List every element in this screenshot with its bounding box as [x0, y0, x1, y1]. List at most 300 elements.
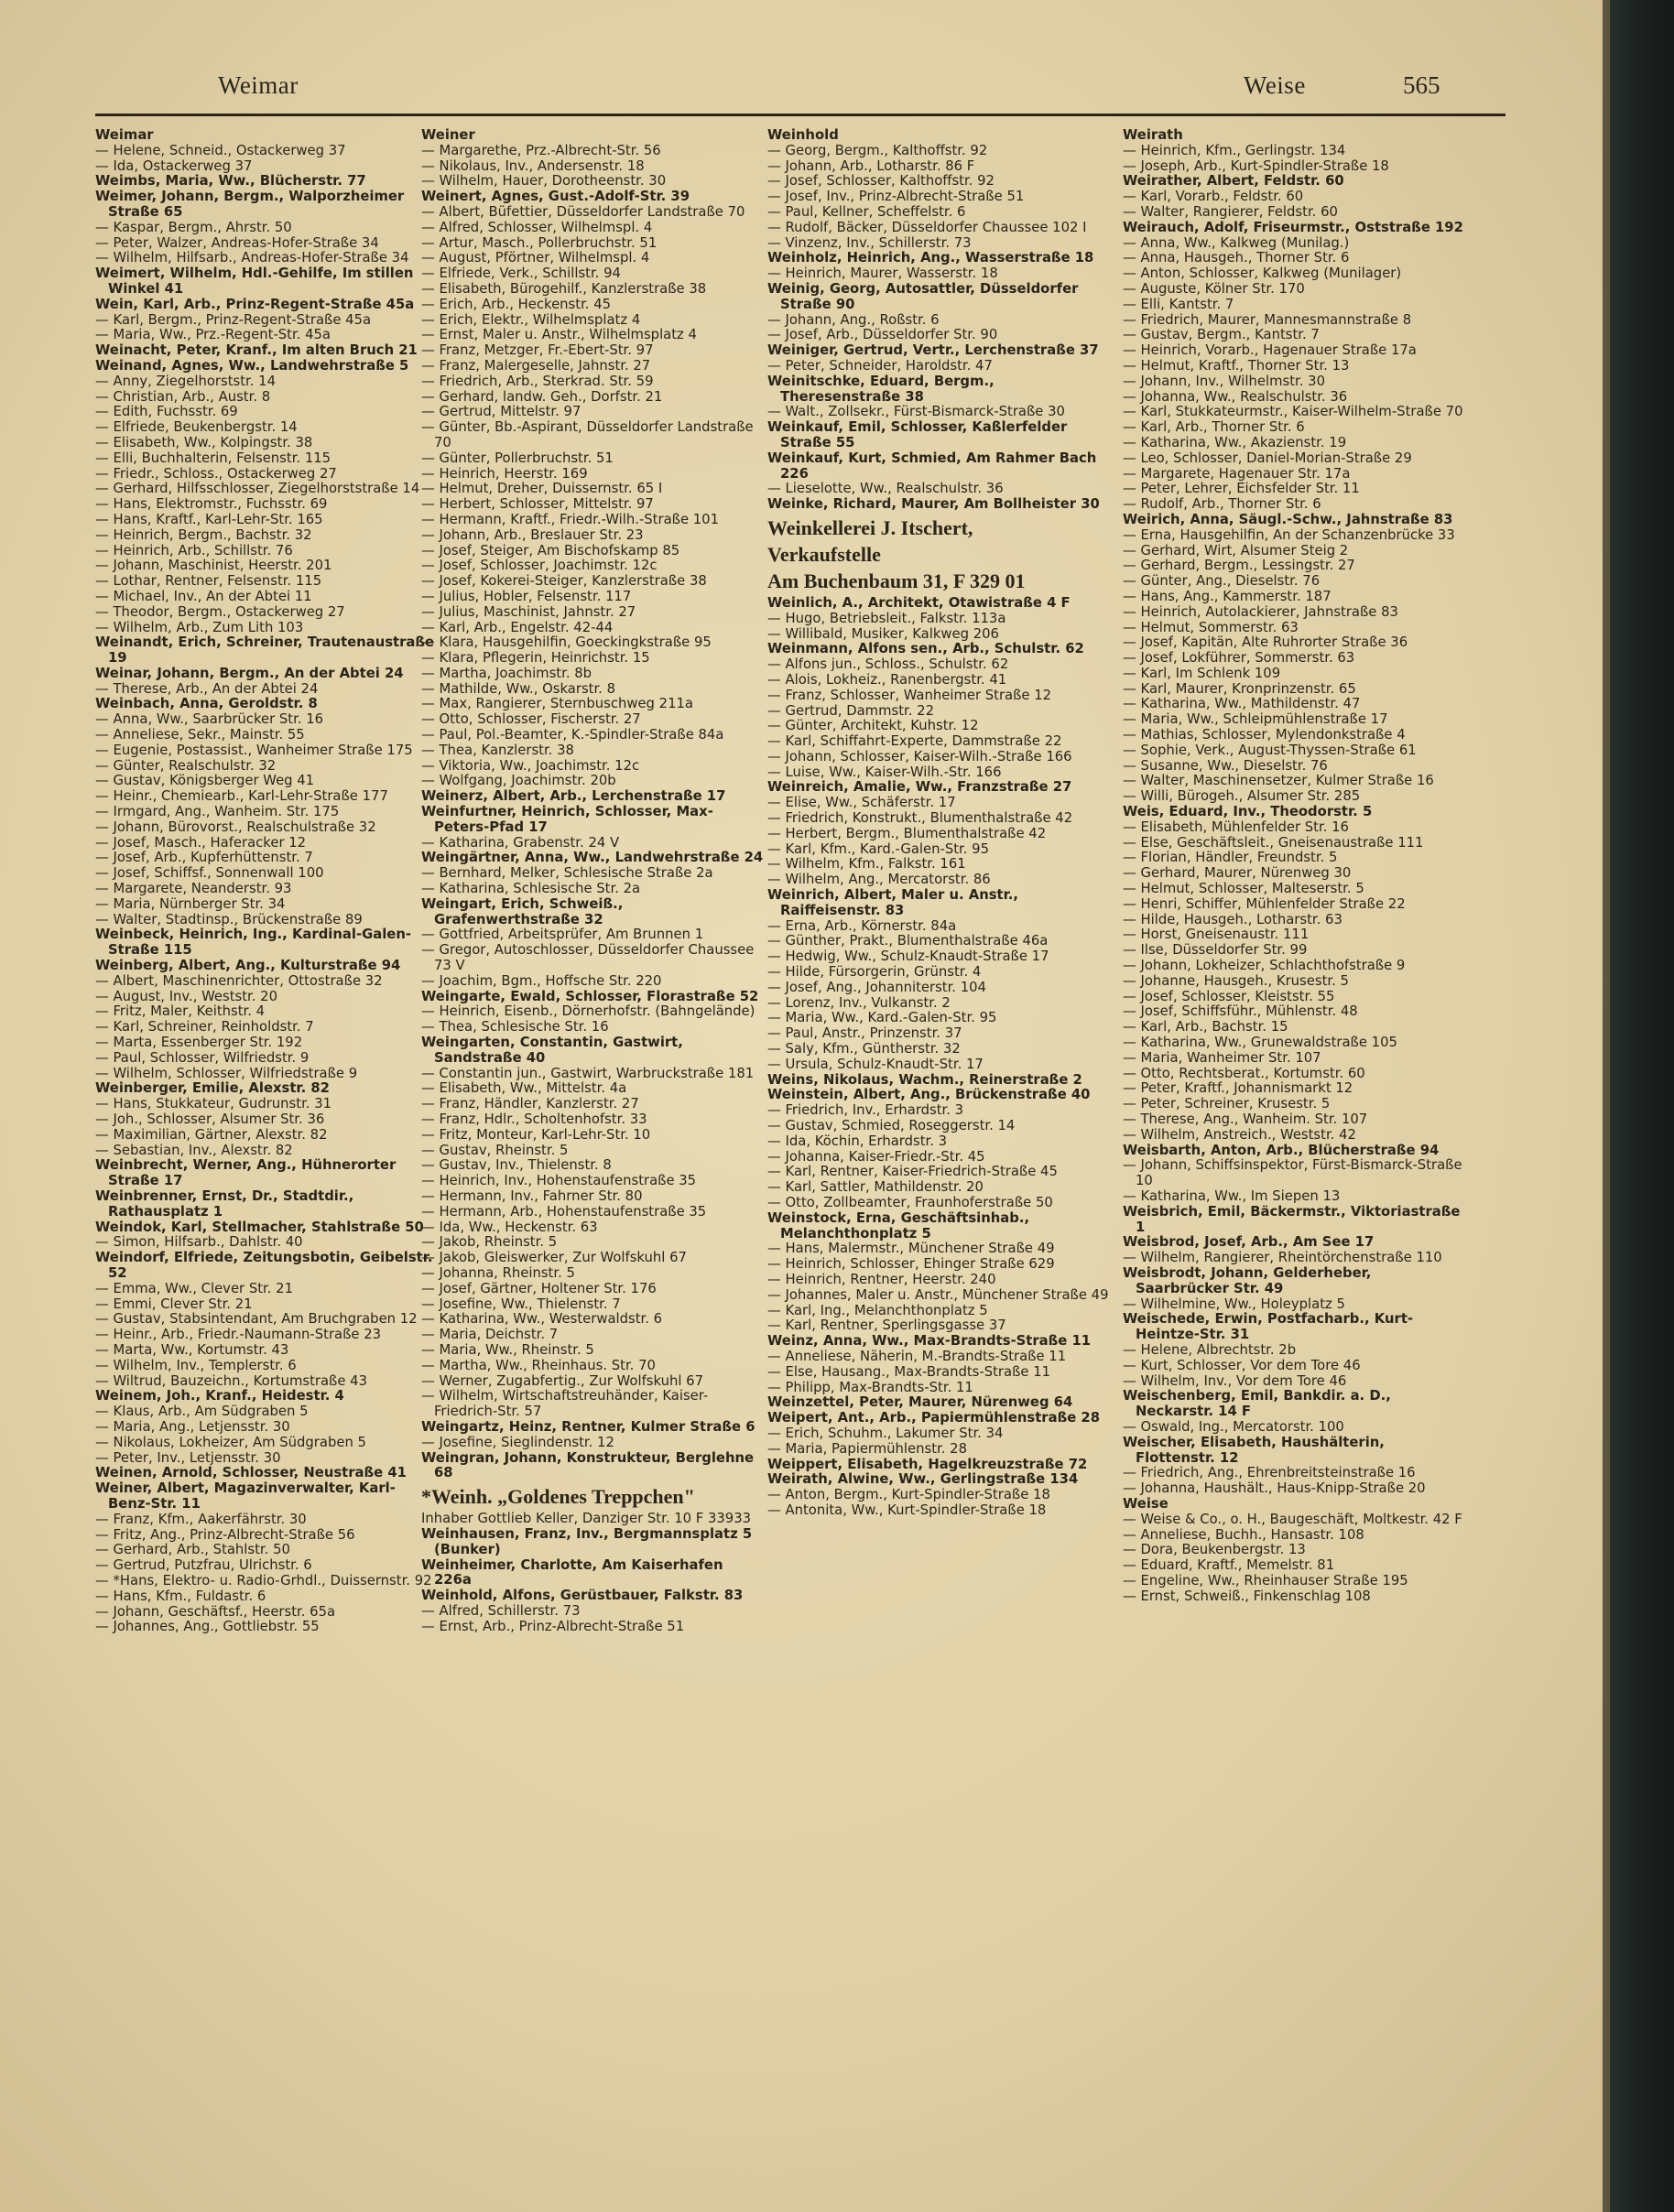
directory-entry: — Paul, Kellner, Scheffelstr. 6 [767, 203, 966, 220]
right-running-head: Weise [1244, 71, 1306, 99]
directory-heading-entry: Weimer, Johann, Bergm., Walporzheimer Straße 65 [95, 189, 405, 220]
directory-entry: — Heinrich, Maurer, Wasserstr. 18 [767, 266, 998, 282]
directory-entry: — Josef, Inv., Prinz-Albrecht-Straße 51 [767, 189, 1025, 205]
directory-entry: — Gertrud, Putzfrau, Ulrichstr. 6 [95, 1557, 312, 1574]
directory-entry: — Heinrich, Heerstr. 169 [421, 465, 588, 482]
page-number: 565 [1403, 71, 1440, 99]
directory-entry: — Klaus, Arb., Am Südgraben 5 [95, 1404, 309, 1420]
directory-columns [95, 128, 1515, 2197]
directory-heading-entry: Weinbrenner, Ernst, Dr., Stadtdir., Rathausplatz 1 [95, 1187, 354, 1220]
directory-heading-entry: Weinlich, A., Architekt, Otawistraße 4 F [767, 594, 1071, 611]
directory-entry: — Wilhelm, Hauer, Dorotheenstr. 30 [421, 173, 667, 190]
directory-heading-entry: Weipert, Ant., Arb., Papiermühlenstraße 28 [767, 1410, 1101, 1426]
directory-entry: — Gerhard, landw. Geh., Dorfstr. 21 [421, 388, 663, 405]
directory-entry: — Christian, Arb., Austr. 8 [95, 388, 271, 405]
directory-entry: — Franz, Hdlr., Scholtenhofstr. 33 [421, 1111, 647, 1127]
display-advertisement-line: Verkaufstelle [767, 542, 881, 566]
directory-heading-entry: Weinreich, Amalie, Ww., Franzstraße 27 [767, 779, 1072, 796]
directory-entry: — Friedrich, Ang., Ehrenbreitsteinstraße 16 [1123, 1465, 1416, 1481]
directory-entry: — Helene, Albrechtstr. 2b [1123, 1341, 1297, 1358]
directory-heading-entry: Weinmann, Alfons sen., Arb., Schulstr. 62 [767, 641, 1084, 657]
directory-entry: — Lieselotte, Ww., Realschulstr. 36 [767, 481, 1004, 497]
directory-entry: — Emma, Ww., Clever Str. 21 [95, 1280, 293, 1296]
directory-entry: — Auguste, Kölner Str. 170 [1123, 280, 1305, 297]
directory-entry: — Thea, Schlesische Str. 16 [421, 1019, 609, 1036]
directory-heading-entry: Weinheimer, Charlotte, Am Kaiserhafen 226a [421, 1556, 723, 1589]
directory-heading-entry: Weinandt, Erich, Schreiner, Trautenaustraße 19 [95, 634, 435, 667]
directory-heading-entry: Wein, Karl, Arb., Prinz-Regent-Straße 45a [95, 296, 415, 312]
directory-entry: — Johanna, Haushält., Haus-Knipp-Straße 20 [1123, 1480, 1426, 1497]
directory-entry: — Johannes, Ang., Gottliebstr. 55 [95, 1619, 320, 1635]
directory-entry: — Artur, Masch., Pollerbruchstr. 51 [421, 234, 658, 251]
directory-entry: — Joh., Schlosser, Alsumer Str. 36 [95, 1111, 325, 1127]
column-2 [421, 128, 764, 2197]
directory-entry: — Elisabeth, Bürogehilf., Kanzlerstraße 38 [421, 280, 707, 297]
directory-entry: — Gerhard, Arb., Stahlstr. 50 [95, 1542, 290, 1558]
directory-entry: — Kurt, Schlosser, Vor dem Tore 46 [1123, 1357, 1361, 1373]
directory-entry: — Karl, Sattler, Mathildenstr. 20 [767, 1179, 984, 1196]
directory-entry: — Hermann, Kraftf., Friedr.-Wilh.-Straße 101 [421, 511, 720, 527]
directory-entry: — Gerhard, Maurer, Nürenweg 30 [1123, 865, 1352, 882]
directory-entry: — Joseph, Arb., Kurt-Spindler-Straße 18 [1123, 157, 1389, 174]
directory-entry: — Anneliese, Sekr., Mainstr. 55 [95, 727, 305, 743]
directory-entry: — Heinrich, Arb., Schillstr. 76 [95, 542, 293, 558]
directory-entry: — Josef, Arb., Düsseldorfer Str. 90 [767, 327, 998, 343]
directory-heading-entry: Weirather, Albert, Feldstr. 60 [1123, 173, 1344, 190]
directory-heading-entry: Weindorf, Elfriede, Zeitungsbotin, Geibelstr. 52 [95, 1250, 433, 1281]
directory-entry: — Margarethe, Prz.-Albrecht-Str. 56 [421, 142, 661, 158]
directory-entry: — Friedrich, Inv., Erhardstr. 3 [767, 1102, 964, 1119]
directory-entry: — Weise & Co., o. H., Baugeschäft, Moltkestr. 42 F [1123, 1511, 1462, 1527]
directory-entry: — Helmut, Kraftf., Thorner Str. 13 [1123, 357, 1350, 374]
directory-entry: — Lorenz, Inv., Vulkanstr. 2 [767, 994, 951, 1011]
directory-entry: — Heinr., Chemiearb., Karl-Lehr-Straße 177 [95, 788, 388, 805]
directory-entry: — August, Pförtner, Wilhelmspl. 4 [421, 250, 650, 266]
directory-entry: — Gerhard, Hilfsschlosser, Ziegelhorststraße 14 [95, 481, 420, 497]
directory-heading-entry: Weinhold [767, 128, 839, 143]
directory-entry: — Otto, Schlosser, Fischerstr. 27 [421, 711, 641, 728]
directory-entry: — Engeline, Ww., Rheinhauser Straße 195 [1123, 1572, 1408, 1589]
directory-entry: — Julius, Hobler, Felsenstr. 117 [421, 588, 632, 604]
directory-entry: — Joachim, Bgm., Hoffsche Str. 220 [421, 972, 662, 989]
directory-entry: — Wilhelm, Rangierer, Rheintörchenstraße 110 [1123, 1250, 1442, 1266]
directory-entry: — Peter, Kraftf., Johannismarkt 12 [1123, 1080, 1353, 1097]
directory-entry: — Peter, Schreiner, Krusestr. 5 [1123, 1096, 1331, 1112]
directory-entry: — Albert, Büfettier, Düsseldorfer Landstraße 70 [421, 203, 745, 220]
directory-entry: — Karl, Schreiner, Reinholdstr. 7 [95, 1019, 314, 1036]
directory-entry: — Hermann, Inv., Fahrner Str. 80 [421, 1187, 643, 1204]
directory-entry: — Johann, Lokheizer, Schlachthofstraße 9 [1123, 958, 1406, 974]
directory-entry: — Karl, Stukkateurmstr., Kaiser-Wilhelm-Straße 70 [1123, 404, 1463, 420]
directory-entry: — Elisabeth, Ww., Mittelstr. 4a [421, 1080, 627, 1097]
directory-entry: — Josefine, Sieglindenstr. 12 [421, 1434, 614, 1450]
directory-entry: — Martha, Ww., Rheinhaus. Str. 70 [421, 1357, 656, 1373]
column-4 [1123, 128, 1465, 2197]
directory-entry: — Anna, Hausgeh., Thorner Str. 6 [1123, 250, 1350, 266]
directory-entry: — Fritz, Maler, Keithstr. 4 [95, 1003, 266, 1020]
directory-heading-entry: Weiner, Albert, Magazinverwalter, Karl-Benz-Str. 11 [95, 1480, 396, 1512]
directory-entry: — Josef, Kokerei-Steiger, Kanzlerstraße 38 [421, 573, 707, 590]
directory-heading-entry: Weischede, Erwin, Postfacharb., Kurt-Heintze-Str. 31 [1123, 1311, 1414, 1343]
directory-entry: — Elisabeth, Mühlenfelder Str. 16 [1123, 819, 1349, 835]
directory-entry: — Henri, Schiffer, Mühlenfelder Straße 22 [1123, 895, 1406, 912]
directory-heading-entry: Weimar [95, 128, 154, 143]
directory-entry: — Ernst, Maler u. Anstr., Wilhelmsplatz 4 [421, 327, 697, 343]
directory-entry: — Johann, Inv., Wilhelmstr. 30 [1123, 373, 1325, 389]
directory-entry: — Hans, Kfm., Fuldastr. 6 [95, 1588, 266, 1604]
directory-entry: — Johann, Schiffsinspektor, Fürst-Bismarck-Straße 10 [1123, 1157, 1462, 1189]
directory-entry: — Hans, Ang., Kammerstr. 187 [1123, 588, 1332, 604]
directory-entry: — Ernst, Arb., Prinz-Albrecht-Straße 51 [421, 1618, 685, 1634]
directory-entry: — Maria, Ww., Schleipmühlenstraße 17 [1123, 711, 1388, 728]
directory-entry: — Wilhelm, Inv., Templerstr. 6 [95, 1357, 297, 1373]
directory-entry: — Marta, Essenberger Str. 192 [95, 1035, 303, 1051]
directory-entry: — Heinrich, Inv., Hohenstaufenstraße 35 [421, 1173, 697, 1189]
directory-entry: — Katharina, Ww., Im Siepen 13 [1123, 1187, 1341, 1204]
directory-entry: — Karl, Arb., Bachstr. 15 [1123, 1019, 1288, 1036]
directory-entry: — Hilde, Fürsorgerin, Grünstr. 4 [767, 964, 982, 981]
directory-entry: — Helmut, Schlosser, Malteserstr. 5 [1123, 881, 1364, 897]
directory-entry: — Karl, Rentner, Sperlingsgasse 37 [767, 1317, 1006, 1334]
directory-heading-entry: Weinberger, Emilie, Alexstr. 82 [95, 1080, 330, 1097]
header-rule [95, 114, 1506, 116]
directory-heading-entry: Weinstein, Albert, Ang., Brückenstraße 40 [767, 1087, 1091, 1103]
directory-entry: — Peter, Lehrer, Eichsfelder Str. 11 [1123, 481, 1360, 497]
directory-entry: — Viktoria, Ww., Joachimstr. 12c [421, 757, 640, 774]
directory-entry: — Gregor, Autoschlosser, Düsseldorfer Chaussee 73 V [421, 942, 755, 974]
directory-entry: — Peter, Inv., Letjensstr. 30 [95, 1449, 281, 1466]
directory-heading-entry: Weisbrich, Emil, Bäckermstr., Viktoriastraße 1 [1123, 1203, 1461, 1235]
directory-entry: — Hans, Kraftf., Karl-Lehr-Str. 165 [95, 511, 323, 527]
directory-entry: — Anna, Ww., Kalkweg (Munilag.) [1123, 234, 1350, 251]
directory-heading-entry: Weirath [1123, 128, 1183, 143]
directory-entry: — Alfons jun., Schloss., Schulstr. 62 [767, 656, 1009, 673]
directory-entry: — Rudolf, Bäcker, Düsseldorfer Chaussee 102 I [767, 219, 1087, 235]
directory-entry: — Walter, Rangierer, Feldstr. 60 [1123, 203, 1338, 220]
directory-entry: — Maria, Wanheimer Str. 107 [1123, 1049, 1321, 1066]
directory-heading-entry: Weindok, Karl, Stellmacher, Stahlstraße 50 [95, 1219, 424, 1235]
directory-entry: — Katharina, Schlesische Str. 2a [421, 881, 641, 897]
directory-entry: — Maria, Ww., Prz.-Regent-Str. 45a [95, 327, 332, 343]
directory-heading-entry: Weisbrod, Josef, Arb., Am See 17 [1123, 1234, 1375, 1251]
directory-entry: — Josef, Schlosser, Kalthoffstr. 92 [767, 173, 995, 190]
directory-entry: — Margarete, Hagenauer Str. 17a [1123, 465, 1351, 482]
directory-entry: — Helmut, Dreher, Duissernstr. 65 I [421, 481, 663, 497]
directory-entry: — Helene, Schneid., Ostackerweg 37 [95, 142, 346, 158]
directory-entry: — Eduard, Kraftf., Memelstr. 81 [1123, 1557, 1335, 1574]
directory-entry: — Karl, Arb., Thorner Str. 6 [1123, 419, 1305, 436]
directory-entry: — Wilhelm, Kfm., Falkstr. 161 [767, 856, 966, 873]
directory-heading-entry: Weinbeck, Heinrich, Ing., Kardinal-Galen-Straße 115 [95, 927, 412, 959]
directory-entry: — Karl, Ing., Melanchthonplatz 5 [767, 1302, 988, 1318]
directory-entry: — Albert, Maschinenrichter, Ottostraße 32 [95, 972, 383, 989]
directory-entry: — Wilhelm, Anstreich., Weststr. 42 [1123, 1126, 1356, 1143]
directory-entry: — Gustav, Bergm., Kantstr. 7 [1123, 327, 1320, 343]
directory-entry: — Josef, Schlosser, Joachimstr. 12c [421, 558, 658, 574]
directory-entry: — Gertrud, Mittelstr. 97 [421, 404, 582, 420]
display-advertisement-line: Weinkellerei J. Itschert, [767, 515, 973, 539]
directory-entry: — Horst, Gneisenaustr. 111 [1123, 927, 1310, 943]
directory-entry: — Gerhard, Wirt, Alsumer Steig 2 [1123, 542, 1349, 558]
directory-entry: — Constantin jun., Gastwirt, Warbruckstraße 181 [421, 1065, 755, 1081]
directory-entry: — Gottfried, Arbeitsprüfer, Am Brunnen 1 [421, 927, 704, 943]
directory-entry: — Johann, Geschäftsf., Heerstr. 65a [95, 1603, 336, 1620]
directory-entry: — Marta, Ww., Kortumstr. 43 [95, 1341, 289, 1358]
directory-entry: — Erna, Hausgehilfin, An der Schanzenbrücke 33 [1123, 526, 1455, 543]
directory-heading-entry: Weinerz, Albert, Arb., Lerchenstraße 17 [421, 788, 726, 805]
directory-entry: — Johann, Ang., Roßstr. 6 [767, 311, 940, 328]
directory-entry: — Friedrich, Arb., Sterkrad. Str. 59 [421, 373, 654, 389]
directory-entry: — Edith, Fuchsstr. 69 [95, 404, 238, 420]
directory-entry: — Josef, Schiffsf., Sonnenwall 100 [95, 865, 324, 882]
directory-entry: — Alfred, Schillerstr. 73 [421, 1602, 581, 1619]
directory-heading-entry: Weisbarth, Anton, Arb., Blücherstraße 94 [1123, 1142, 1440, 1158]
directory-entry: — Paul, Schlosser, Wilfriedstr. 9 [95, 1049, 310, 1066]
directory-entry: — Johanne, Hausgeh., Krusestr. 5 [1123, 972, 1349, 989]
directory-entry: — Bernhard, Melker, Schlesische Straße 2a [421, 865, 713, 882]
directory-entry: — Oswald, Ing., Mercatorstr. 100 [1123, 1418, 1344, 1435]
directory-entry: — Anneliese, Näherin, M.-Brandts-Straße 11 [767, 1348, 1067, 1364]
directory-entry: — Wilhelm, Inv., Vor dem Tore 46 [1123, 1372, 1347, 1389]
directory-entry: — Johann, Arb., Lotharstr. 86 F [767, 157, 975, 174]
directory-entry: — Katharina, Ww., Westerwaldstr. 6 [421, 1311, 663, 1328]
column-3 [767, 128, 1110, 2197]
directory-entry: — Josef, Gärtner, Holtener Str. 176 [421, 1280, 657, 1296]
directory-entry: — Ursula, Schulz-Knaudt-Str. 17 [767, 1056, 984, 1072]
directory-entry: — Elfriede, Beukenbergstr. 14 [95, 419, 298, 436]
directory-entry: Inhaber Gottlieb Keller, Danziger Str. 10 F 33933 [421, 1511, 752, 1527]
directory-entry: — Herbert, Schlosser, Mittelstr. 97 [421, 496, 654, 513]
directory-entry: — Gerhard, Bergm., Lessingstr. 27 [1123, 558, 1355, 574]
directory-entry: — Elisabeth, Ww., Kolpingstr. 38 [95, 434, 313, 450]
directory-entry: — Josef, Schiffsführ., Mühlenstr. 48 [1123, 1003, 1358, 1020]
directory-entry: — Peter, Schneider, Haroldstr. 47 [767, 357, 993, 374]
directory-entry: — Heinrich, Kfm., Gerlingstr. 134 [1123, 142, 1346, 158]
directory-entry: — Josef, Ang., Johanniterstr. 104 [767, 979, 986, 995]
directory-entry: — Anton, Bergm., Kurt-Spindler-Straße 18 [767, 1487, 1050, 1503]
directory-entry: — Wiltrud, Bauzeichn., Kortumstraße 43 [95, 1372, 367, 1389]
directory-entry: — Heinrich, Autolackierer, Jahnstraße 83 [1123, 603, 1398, 620]
directory-heading-entry: Weinberg, Albert, Ang., Kulturstraße 94 [95, 958, 401, 974]
directory-entry: — August, Inv., Weststr. 20 [95, 988, 277, 1004]
directory-entry: — Maria, Ang., Letjensstr. 30 [95, 1418, 290, 1435]
directory-entry: — Werner, Zugabfertig., Zur Wolfskuhl 67 [421, 1372, 704, 1389]
directory-entry: — Theodor, Bergm., Ostackerweg 27 [95, 603, 345, 620]
directory-entry: — Erna, Arb., Körnerstr. 84a [767, 917, 957, 934]
directory-entry: — Georg, Bergm., Kalthoffstr. 92 [767, 142, 988, 158]
directory-entry: — Gustav, Stabsintendant, Am Bruchgraben 12 [95, 1311, 418, 1328]
directory-entry: — Paul, Anstr., Prinzenstr. 37 [767, 1025, 962, 1042]
directory-entry: — Heinrich, Eisenb., Dörnerhofstr. (Bahngelände) [421, 1003, 755, 1020]
directory-entry: — Ida, Köchin, Erhardstr. 3 [767, 1133, 948, 1149]
directory-entry: — Anny, Ziegelhorststr. 14 [95, 373, 276, 389]
directory-heading-entry: Weins, Nikolaus, Wachm., Reinerstraße 2 [767, 1071, 1082, 1088]
directory-entry: — Katharina, Ww., Grunewaldstraße 105 [1123, 1035, 1397, 1051]
directory-entry: — Therese, Ang., Wanheim. Str. 107 [1123, 1111, 1368, 1127]
directory-entry: — Eugenie, Postassist., Wanheimer Straße 175 [95, 742, 413, 758]
directory-entry: — Antonita, Ww., Kurt-Spindler-Straße 18 [767, 1502, 1047, 1518]
display-advertisement-line: *Weinh. „Goldenes Treppchen" [421, 1485, 695, 1509]
directory-entry: — Elfriede, Verk., Schillstr. 94 [421, 266, 621, 282]
directory-heading-entry: Weinstock, Erna, Geschäftsinhab., Melanchthonplatz 5 [767, 1209, 1030, 1242]
directory-entry: — Else, Hausang., Max-Brandts-Straße 11 [767, 1363, 1051, 1380]
directory-entry: — Heinr., Arb., Friedr.-Naumann-Straße 23 [95, 1327, 382, 1343]
directory-heading-entry: Weinholz, Heinrich, Ang., Wasserstraße 18 [767, 250, 1094, 266]
directory-entry: — Karl, Kfm., Kard.-Galen-Str. 95 [767, 840, 989, 857]
directory-entry: — Erich, Arb., Heckenstr. 45 [421, 296, 612, 312]
directory-entry: — Karl, Im Schlenk 109 [1123, 665, 1281, 681]
directory-entry: — Franz, Kfm., Aakerfährstr. 30 [95, 1511, 307, 1527]
directory-entry: — Heinrich, Vorarb., Hagenauer Straße 17a [1123, 342, 1417, 359]
directory-entry: — Johann, Schlosser, Kaiser-Wilh.-Straße 166 [767, 748, 1072, 764]
directory-heading-entry: Weinar, Johann, Bergm., An der Abtei 24 [95, 665, 404, 681]
directory-entry: — Josef, Masch., Haferacker 12 [95, 834, 307, 851]
directory-entry: — Emmi, Clever Str. 21 [95, 1296, 253, 1312]
directory-heading-entry: Weinkauf, Emil, Schlosser, Kaßlerfelder Straße 55 [767, 419, 1068, 450]
directory-entry: — Josef, Arb., Kupferhüttenstr. 7 [95, 850, 313, 866]
directory-entry: — Josef, Lokführer, Sommerstr. 63 [1123, 650, 1355, 667]
directory-entry: — Günter, Ang., Dieselstr. 76 [1123, 573, 1321, 590]
directory-entry: — Gertrud, Dammstr. 22 [767, 702, 934, 719]
directory-entry: — Maria, Ww., Kard.-Galen-Str. 95 [767, 1010, 997, 1026]
directory-entry: — Peter, Walzer, Andreas-Hofer-Straße 34 [95, 234, 379, 251]
directory-entry: — Hilde, Hausgeh., Lotharstr. 63 [1123, 911, 1342, 927]
directory-entry: — Therese, Arb., An der Abtei 24 [95, 680, 319, 697]
directory-entry: — Gustav, Königsberger Weg 41 [95, 773, 315, 789]
book-spine [1603, 0, 1674, 2212]
directory-entry: — Alois, Lokheiz., Ranenbergstr. 41 [767, 671, 1007, 688]
directory-heading-entry: Weingartz, Heinz, Rentner, Kulmer Straße 6 [421, 1418, 755, 1435]
directory-heading-entry: Weinbrecht, Werner, Ang., Hühnerorter Straße 17 [95, 1157, 397, 1189]
directory-entry: — Walt., Zollsekr., Fürst-Bismarck-Straße 30 [767, 404, 1065, 420]
directory-entry: — Heinrich, Schlosser, Ehinger Straße 629 [767, 1256, 1055, 1273]
directory-entry: — Herbert, Bergm., Blumenthalstraße 42 [767, 825, 1047, 841]
directory-entry: — Franz, Metzger, Fr.-Ebert-Str. 97 [421, 342, 654, 359]
directory-heading-entry: Weinert, Agnes, Gust.-Adolf-Str. 39 [421, 189, 690, 205]
directory-entry: — Maria, Deichstr. 7 [421, 1327, 559, 1343]
directory-heading-entry: Weinke, Richard, Maurer, Am Bollheister 30 [767, 496, 1100, 513]
directory-entry: — Hans, Malermstr., Münchener Straße 49 [767, 1241, 1055, 1257]
directory-entry: — Helmut, Sommerstr. 63 [1123, 619, 1299, 635]
directory-entry: — Maria, Ww., Rheinstr. 5 [421, 1341, 594, 1358]
directory-entry: — Johann, Arb., Breslauer Str. 23 [421, 526, 644, 543]
directory-entry: — Wilhelm, Arb., Zum Lith 103 [95, 619, 304, 635]
directory-entry: — Julius, Maschinist, Jahnstr. 27 [421, 603, 636, 620]
directory-entry: — Elli, Buchhalterin, Felsenstr. 115 [95, 450, 332, 466]
directory-heading-entry: Weinacht, Peter, Kranf., Im alten Bruch 21 [95, 342, 418, 359]
directory-entry: — Wilhelm, Schlosser, Wilfriedstraße 9 [95, 1065, 358, 1081]
directory-entry: — Johanna, Kaiser-Friedr.-Str. 45 [767, 1148, 985, 1165]
directory-entry: — Josef, Kapitän, Alte Ruhrorter Straße 36 [1123, 634, 1408, 651]
directory-entry: — Maria, Papiermühlenstr. 28 [767, 1440, 967, 1457]
directory-entry: — Florian, Händler, Freundstr. 5 [1123, 850, 1338, 866]
directory-entry: — Elli, Kantstr. 7 [1123, 296, 1234, 312]
directory-entry: — Martha, Joachimstr. 8b [421, 665, 592, 681]
directory-heading-entry: Weinig, Georg, Autosattler, Düsseldorfer Straße 90 [767, 280, 1079, 312]
directory-entry: — Hugo, Betriebsleit., Falkstr. 113a [767, 610, 1006, 626]
directory-entry: — Else, Geschäftsleit., Gneisenaustraße 111 [1123, 834, 1424, 851]
directory-entry: — Günther, Prakt., Blumenthalstraße 46a [767, 933, 1049, 949]
directory-entry: — Wilhelm, Wirtschaftstreuhänder, Kaiser-Friedrich-Str. 57 [421, 1388, 709, 1420]
directory-entry: — Maximilian, Gärtner, Alexstr. 82 [95, 1126, 328, 1143]
directory-heading-entry: Weinkauf, Kurt, Schmied, Am Rahmer Bach 226 [767, 450, 1097, 482]
directory-heading-entry: Weirich, Anna, Säugl.-Schw., Jahnstraße 83 [1123, 511, 1453, 527]
directory-entry: — Michael, Inv., An der Abtei 11 [95, 588, 312, 604]
directory-entry: — Nikolaus, Lokheizer, Am Südgraben 5 [95, 1434, 366, 1450]
directory-entry: — Günter, Pollerbruchstr. 51 [421, 450, 614, 466]
directory-entry: — Katharina, Ww., Akazienstr. 19 [1123, 434, 1347, 450]
directory-entry: — Jakob, Rheinstr. 5 [421, 1234, 558, 1251]
directory-heading-entry: Weingarte, Ewald, Schlosser, Florastraße 52 [421, 988, 759, 1004]
directory-entry: — Günter, Architekt, Kuhstr. 12 [767, 718, 979, 734]
directory-entry: — Erich, Schuhm., Lakumer Str. 34 [767, 1425, 1004, 1441]
directory-heading-entry: Weinitschke, Eduard, Bergm., Theresenstraße 38 [767, 373, 995, 405]
directory-heading-entry: Weinem, Joh., Kranf., Heidestr. 4 [95, 1388, 344, 1404]
directory-entry: — Josefine, Ww., Thielenstr. 7 [421, 1296, 621, 1312]
directory-entry: — Johanna, Rheinstr. 5 [421, 1264, 575, 1281]
directory-entry: — Heinrich, Rentner, Heerstr. 240 [767, 1271, 996, 1287]
directory-entry: — Leo, Schlosser, Daniel-Morian-Straße 29 [1123, 450, 1412, 466]
directory-entry: — Otto, Rechtsberat., Kortumstr. 60 [1123, 1065, 1365, 1081]
directory-entry: — Anneliese, Buchh., Hansastr. 108 [1123, 1526, 1364, 1543]
directory-entry: — Karl, Rentner, Kaiser-Friedrich-Straße 45 [767, 1164, 1058, 1180]
directory-entry: — Saly, Kfm., Güntherstr. 32 [767, 1041, 961, 1057]
directory-entry: — Friedr., Schloss., Ostackerweg 27 [95, 465, 337, 482]
directory-entry: — Ilse, Düsseldorfer Str. 99 [1123, 942, 1308, 959]
directory-entry: — Thea, Kanzlerstr. 38 [421, 742, 574, 758]
directory-heading-entry: Weinand, Agnes, Ww., Landwehrstraße 5 [95, 357, 409, 374]
directory-entry: — Jakob, Gleiswerker, Zur Wolfskuhl 67 [421, 1250, 687, 1266]
directory-entry: — Wilhelm, Ang., Mercatorstr. 86 [767, 872, 991, 888]
directory-entry: — Karl, Schiffahrt-Experte, Dammstraße 22 [767, 733, 1062, 750]
directory-heading-entry: Weirath, Alwine, Ww., Gerlingstraße 134 [767, 1471, 1079, 1488]
directory-entry: — Kaspar, Bergm., Ahrstr. 50 [95, 219, 292, 235]
directory-entry: — Luise, Ww., Kaiser-Wilh.-Str. 166 [767, 764, 1002, 780]
directory-heading-entry: Weiniger, Gertrud, Vertr., Lerchenstraße 37 [767, 342, 1099, 359]
directory-entry: — Mathias, Schlosser, Mylendonkstraße 4 [1123, 727, 1406, 743]
directory-heading-entry: Weingarten, Constantin, Gastwirt, Sandstraße 40 [421, 1035, 683, 1066]
directory-entry: — Johannes, Maler u. Anstr., Münchener Straße 49 [767, 1286, 1109, 1303]
directory-heading-entry: Weimbs, Maria, Ww., Blücherstr. 77 [95, 173, 366, 190]
directory-entry: — Hermann, Arb., Hohenstaufenstraße 35 [421, 1203, 707, 1220]
directory-entry: — Sophie, Verk., August-Thyssen-Straße 61 [1123, 742, 1417, 758]
directory-entry: — Klara, Pflegerin, Heinrichstr. 15 [421, 650, 650, 667]
directory-heading-entry: Weinfurtner, Heinrich, Schlosser, Max-Peters-Pfad 17 [421, 804, 713, 835]
directory-heading-entry: Weise [1123, 1495, 1169, 1512]
directory-entry: — Franz, Schlosser, Wanheimer Straße 12 [767, 687, 1052, 703]
directory-entry: — Willibald, Musiker, Kalkweg 206 [767, 625, 999, 642]
directory-entry: — Friedrich, Konstrukt., Blumenthalstraße 42 [767, 810, 1073, 827]
directory-heading-entry: Weingart, Erich, Schweiß., Grafenwerthstraße 32 [421, 895, 624, 927]
directory-entry: — Elise, Ww., Schäferstr. 17 [767, 795, 956, 811]
directory-entry: — Rudolf, Arb., Thorner Str. 6 [1123, 496, 1321, 513]
directory-entry: — Susanne, Ww., Dieselstr. 76 [1123, 757, 1328, 774]
directory-entry: — Wilhelmine, Ww., Holeyplatz 5 [1123, 1296, 1345, 1312]
directory-heading-entry: Weimert, Wilhelm, Hdl.-Gehilfe, Im stillen Winkel 41 [95, 266, 414, 297]
directory-entry: — Franz, Malergeselle, Jahnstr. 27 [421, 357, 651, 374]
directory-entry: — Günter, Bb.-Aspirant, Düsseldorfer Landstraße 70 [421, 419, 754, 450]
directory-entry: — Simon, Hilfsarb., Dahlstr. 40 [95, 1234, 303, 1251]
directory-entry: — Lothar, Rentner, Felsenstr. 115 [95, 573, 322, 590]
directory-entry: — Wilhelm, Hilfsarb., Andreas-Hofer-Straße 34 [95, 250, 409, 266]
directory-heading-entry: Weinrich, Albert, Maler u. Anstr., Raiffeisenstr. 83 [767, 887, 1019, 918]
directory-entry: — Willi, Bürogeh., Alsumer Str. 285 [1123, 788, 1361, 805]
directory-heading-entry: Weippert, Elisabeth, Hagelkreuzstraße 72 [767, 1456, 1088, 1472]
directory-entry: — Karl, Vorarb., Feldstr. 60 [1123, 189, 1304, 205]
directory-heading-entry: Weischer, Elisabeth, Haushälterin, Flottenstr. 12 [1123, 1434, 1385, 1466]
directory-entry: — Johann, Maschinist, Heerstr. 201 [95, 558, 332, 574]
directory-entry: — Anton, Schlosser, Kalkweg (Munilager) [1123, 266, 1402, 282]
